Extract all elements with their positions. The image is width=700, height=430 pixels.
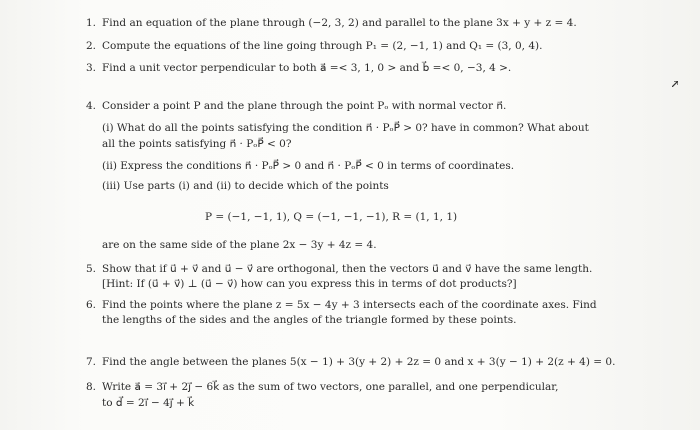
problem-number: 8. bbox=[86, 381, 97, 393]
problem-text: Find an equation of the plane through (−2, 3, 2) and parallel to the plane 3x + y + z = 4. bbox=[102, 17, 577, 29]
problem-number: 7. bbox=[86, 356, 97, 368]
problem-number: 2. bbox=[86, 40, 97, 52]
problem-1 bbox=[86, 16, 577, 30]
problem-8-line2: to d⃗ = 2i⃗ − 4j⃗ + k⃗ bbox=[102, 397, 195, 409]
problem-7 bbox=[86, 355, 615, 369]
problem-number: 3. bbox=[86, 62, 97, 74]
problem-text: Find the angle between the planes 5(x − 1) + 3(y + 2) + 2z = 0 and x + 3(y − 1) + 2(z + 4) = 0. bbox=[102, 356, 616, 368]
problem-4-part-ii: (ii) Express the conditions n⃗ · PₒP⃗ > 0 and n⃗ · PₒP⃗ < 0 in terms of coordinates. bbox=[102, 160, 515, 172]
problem-text: Consider a point P and the plane through the point Pₒ with normal vector n⃗. bbox=[102, 100, 507, 112]
problem-text: Write a⃗ = 3i⃗ + 2j⃗ − 6k⃗ as the sum of two vectors, one parallel, and one perpendicular, bbox=[102, 381, 559, 393]
problem-4-part-i-line1: (i) What do all the points satisfying the condition n⃗ · PₒP⃗ > 0? have in common? What about bbox=[102, 122, 589, 134]
problem-text: Compute the equations of the line going through P₁ = (2, −1, 1) and Q₁ = (3, 0, 4). bbox=[102, 40, 543, 52]
problem-number: 1. bbox=[86, 17, 97, 29]
problem-number: 4. bbox=[86, 100, 97, 112]
problem-6 bbox=[86, 298, 597, 312]
problem-8 bbox=[86, 380, 558, 394]
problem-4 bbox=[86, 99, 506, 113]
problem-3 bbox=[86, 61, 511, 75]
problem-number: 6. bbox=[86, 299, 97, 311]
problem-text: Find the points where the plane z = 5x − 4y + 3 intersects each of the coordinate axes. Find bbox=[102, 299, 597, 311]
problem-5-hint: [Hint: If (u⃗ + v⃗) ⊥ (u⃗ − v⃗) how can you express this in terms of dot products?] bbox=[102, 278, 517, 290]
arrow-mark-icon bbox=[672, 72, 678, 78]
problem-4-tail: are on the same side of the plane 2x − 3y + 4z = 4. bbox=[102, 239, 377, 251]
problem-5 bbox=[86, 262, 592, 276]
problem-text: Find a unit vector perpendicular to both a⃗ =< 3, 1, 0 > and b⃗ =< 0, −3, 4 >. bbox=[102, 62, 512, 74]
problem-6-line2: the lengths of the sides and the angles of the triangle formed by these points. bbox=[102, 314, 517, 326]
problem-text: Show that if u⃗ + v⃗ and u⃗ − v⃗ are orthogonal, then the vectors u⃗ and v⃗ have the same length. bbox=[102, 263, 593, 275]
problem-4-part-i-line2: all the points satisfying n⃗ · PₒP⃗ < 0? bbox=[102, 138, 292, 150]
problem-4-part-iii: (iii) Use parts (i) and (ii) to decide which of the points bbox=[102, 180, 389, 192]
problem-number: 5. bbox=[86, 263, 97, 275]
problem-2 bbox=[86, 39, 542, 53]
problem-4-points: P = (−1, −1, 1), Q = (−1, −1, −1), R = (1, 1, 1) bbox=[205, 211, 458, 223]
